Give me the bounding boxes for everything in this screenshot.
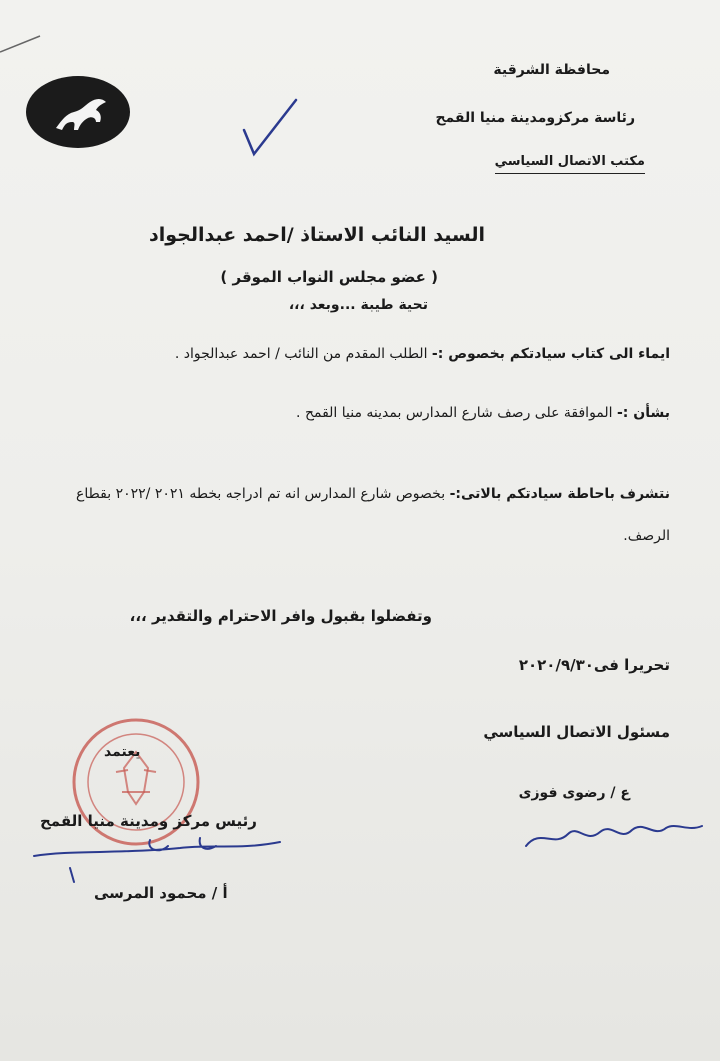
official-name: ع / رضوى فوزى — [518, 785, 630, 801]
addressee-member: ( عضو مجلس النواب الموقر ) — [220, 268, 438, 286]
check-mark-icon — [240, 96, 300, 160]
paragraph-notice-continuation: الرصف. — [623, 528, 670, 544]
header-governorate: محافظة الشرقية — [493, 62, 610, 78]
paragraph-reference — [175, 346, 670, 362]
official-title: مسئول الاتصال السياسي — [483, 723, 670, 741]
paragraph-notice — [76, 486, 670, 502]
addressee-line: السيد النائب الاستاذ /احمد عبدالجواد — [148, 224, 485, 246]
paragraph-subject — [296, 405, 670, 421]
greeting: تحية طيبة ...وبعد ،،، — [288, 297, 428, 313]
paragraph-subject-lead: بشأن :- — [617, 405, 670, 421]
horse-logo-icon — [26, 76, 130, 148]
header-office: مكتب الاتصال السياسي — [495, 154, 645, 174]
signature-left-icon — [30, 820, 290, 890]
paragraph-subject-text: الموافقة على رصف شارع المدارس بمدينه منيا القمح . — [296, 405, 617, 421]
approval-title: رئيس مركز ومدينة منيا القمح — [40, 812, 257, 830]
paragraph-notice-lead: نتشرف باحاطة سيادتكم بالاتى:- — [449, 486, 670, 502]
paragraph-notice-text: بخصوص شارع المدارس انه تم ادراجه بخطه ٢٠٢١ /٢٠٢٢ بقطاع — [76, 486, 450, 502]
paragraph-reference-text: الطلب المقدم من النائب / احمد عبدالجواد . — [174, 346, 432, 362]
date-line: تحريرا فى٢٠٢٠/٩/٣٠ — [518, 656, 670, 674]
approval-name: أ / محمود المرسى — [94, 884, 228, 902]
paragraph-reference-lead: ايماء الى كتاب سيادتكم بخصوص :- — [431, 346, 670, 362]
closing-line: وتفضلوا بقبول وافر الاحترام والتقدير ،،، — [129, 607, 432, 625]
approval-label: يعتمد — [104, 744, 141, 760]
signature-right-icon — [520, 808, 710, 858]
corner-scratch — [0, 30, 60, 60]
header-presidency: رئاسة مركزومدينة منيا القمح — [435, 110, 635, 126]
